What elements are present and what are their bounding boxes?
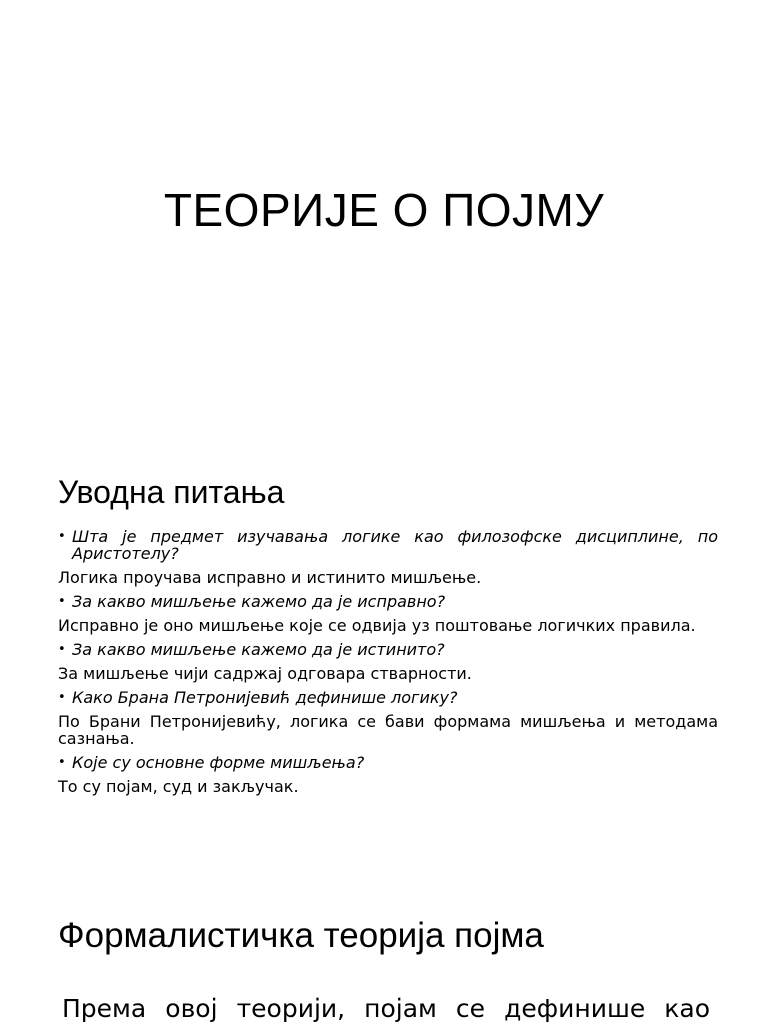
- question-text: За какво мишљење кажемо да је истинито?: [72, 640, 445, 659]
- section-intro-text: Према овој теорији, појам се дефинише као: [62, 994, 710, 1023]
- section-heading-formalist-theory: Формалистичка теорија појма: [58, 916, 544, 955]
- question: [58, 754, 718, 771]
- question: [58, 689, 718, 706]
- bullet-icon: •: [58, 594, 66, 609]
- bullet-icon: •: [58, 755, 66, 770]
- page-title: ТЕОРИЈЕ О ПОЈМУ: [163, 184, 605, 236]
- bullet-icon: •: [58, 690, 66, 705]
- answer: Логика проучава исправно и истинито мишљење.: [58, 568, 482, 587]
- qa-item: [58, 754, 718, 795]
- answer: За мишљење чији садржај одговара стварности.: [58, 664, 472, 683]
- qa-list: [58, 528, 718, 802]
- question-text: Како Брана Петронијевић дефинише логику?: [72, 688, 458, 707]
- question-text: За какво мишљење кажемо да је исправно?: [72, 592, 446, 611]
- bullet-icon: •: [58, 529, 66, 544]
- qa-item: [58, 528, 718, 586]
- bullet-icon: •: [58, 642, 66, 657]
- answer: То су појам, суд и закључак.: [58, 777, 299, 796]
- answer: Исправно је оно мишљење које се одвија уз поштовање логичких правила.: [58, 616, 696, 635]
- section-heading-intro-questions: Уводна питања: [58, 474, 285, 510]
- question-text: Које су основне форме мишљења?: [72, 753, 365, 772]
- question: [58, 528, 718, 562]
- question: [58, 641, 718, 658]
- qa-item: [58, 689, 718, 747]
- answer: По Брани Петронијевићу, логика се бави формама мишљења и методама сазнања.: [58, 712, 718, 748]
- qa-item: [58, 641, 718, 682]
- question: [58, 593, 718, 610]
- question-text: Шта је предмет изучавања логике као филозофске дисциплине, по Аристотелу?: [72, 527, 718, 563]
- qa-item: [58, 593, 718, 634]
